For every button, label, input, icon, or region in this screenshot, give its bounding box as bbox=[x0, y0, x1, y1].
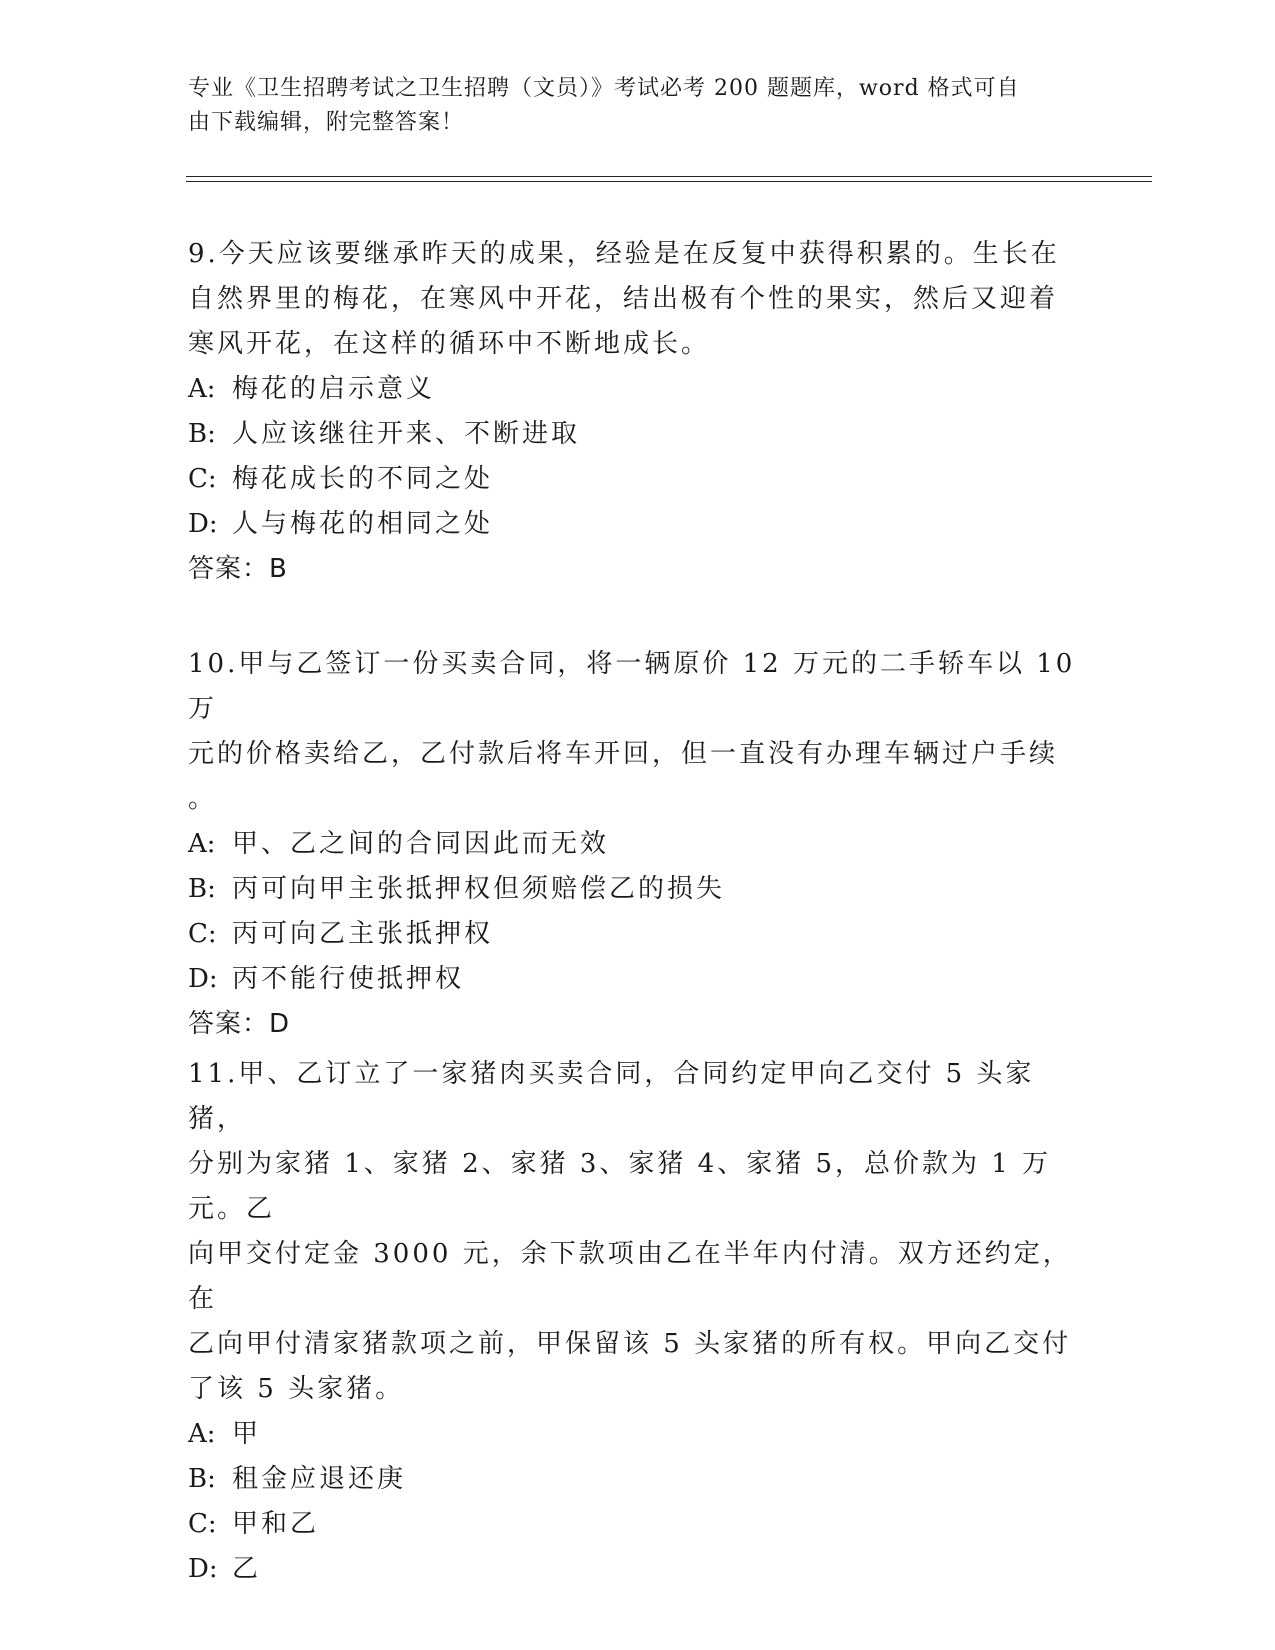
header-line-2: 由下载编辑，附完整答案！ bbox=[188, 110, 465, 135]
question-stem-line: 分别为家猪 1、家猪 2、家猪 3、家猪 4、家猪 5，总价款为 1 万元。乙 bbox=[188, 1149, 1052, 1224]
question-stem-line: 向甲交付定金 3000 元，余下款项由乙在半年内付清。双方还约定，在 bbox=[188, 1239, 1072, 1314]
header-line-1: 专业《卫生招聘考试之卫生招聘（文员）》考试必考 200 题题库，word 格式可自 bbox=[188, 76, 1020, 101]
option-text: 乙 bbox=[232, 1554, 262, 1584]
question-stem-line: 。 bbox=[188, 784, 218, 814]
option-text: 丙可向乙主张抵押权 bbox=[232, 919, 494, 949]
question-stem-line: 寒风开花，在这样的循环中不断地成长。 bbox=[188, 329, 711, 359]
option-text: 梅花的启示意义 bbox=[232, 374, 436, 404]
option-c bbox=[188, 912, 1078, 957]
header-divider-bottom bbox=[186, 181, 1152, 182]
option-text: 甲、乙之间的合同因此而无效 bbox=[232, 829, 610, 859]
option-key: C: bbox=[188, 464, 217, 494]
option-key: B: bbox=[188, 419, 216, 449]
option-text: 甲和乙 bbox=[232, 1509, 320, 1539]
question-11 bbox=[188, 1052, 1078, 1592]
option-key: C: bbox=[188, 919, 217, 949]
option-key: B: bbox=[188, 1464, 216, 1494]
question-stem-line: 乙向甲付清家猪款项之前，甲保留该 5 头家猪的所有权。甲向乙交付 bbox=[188, 1329, 1072, 1359]
question-stem-line: 11.甲、乙订立了一家猪肉买卖合同，合同约定甲向乙交付 5 头家猪， bbox=[188, 1059, 1035, 1134]
option-d bbox=[188, 502, 1078, 547]
option-key: D: bbox=[188, 964, 218, 994]
question-stem-line: 元的价格卖给乙，乙付款后将车开回，但一直没有办理车辆过户手续 bbox=[188, 739, 1059, 769]
option-key: A: bbox=[188, 1419, 216, 1449]
option-key: B: bbox=[188, 874, 216, 904]
option-key: D: bbox=[188, 1554, 218, 1584]
option-key: D: bbox=[188, 509, 218, 539]
option-c bbox=[188, 1502, 1078, 1547]
answer-line: 答案：B bbox=[188, 554, 288, 584]
option-b bbox=[188, 412, 1078, 457]
option-key: A: bbox=[188, 374, 216, 404]
option-d bbox=[188, 1547, 1078, 1592]
question-stem-line: 10.甲与乙签订一份买卖合同，将一辆原价 12 万元的二手轿车以 10 万 bbox=[188, 649, 1076, 724]
option-text: 丙不能行使抵押权 bbox=[232, 964, 465, 994]
option-a bbox=[188, 367, 1078, 412]
question-10 bbox=[188, 642, 1078, 1047]
option-c bbox=[188, 457, 1078, 502]
option-key: C: bbox=[188, 1509, 217, 1539]
option-d bbox=[188, 957, 1078, 1002]
question-stem-line: 9.今天应该要继承昨天的成果，经验是在反复中获得积累的。生长在 bbox=[188, 239, 1060, 269]
header-divider-top bbox=[186, 176, 1152, 177]
option-b bbox=[188, 867, 1078, 912]
option-text: 梅花成长的不同之处 bbox=[232, 464, 494, 494]
option-text: 租金应退还庚 bbox=[232, 1464, 407, 1494]
answer-line: 答案：D bbox=[188, 1009, 291, 1039]
question-stem-line: 自然界里的梅花，在寒风中开花，结出极有个性的果实，然后又迎着 bbox=[188, 284, 1059, 314]
question-9 bbox=[188, 232, 1078, 592]
option-text: 甲 bbox=[232, 1419, 262, 1449]
option-b bbox=[188, 1457, 1078, 1502]
option-text: 人与梅花的相同之处 bbox=[232, 509, 494, 539]
question-stem-line: 了该 5 头家猪。 bbox=[188, 1374, 405, 1404]
option-key: A: bbox=[188, 829, 216, 859]
document-header bbox=[188, 72, 1068, 140]
option-text: 丙可向甲主张抵押权但须赔偿乙的损失 bbox=[232, 874, 726, 904]
option-a bbox=[188, 1412, 1078, 1457]
option-a bbox=[188, 822, 1078, 867]
option-text: 人应该继往开来、不断进取 bbox=[232, 419, 581, 449]
